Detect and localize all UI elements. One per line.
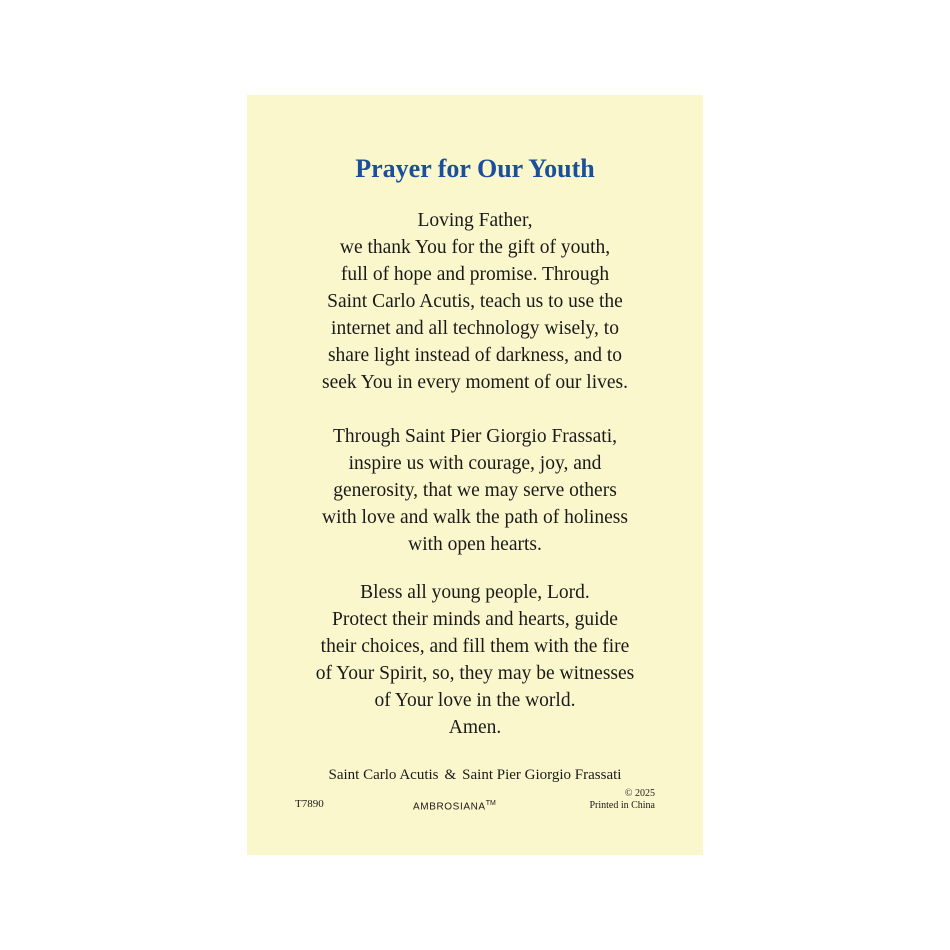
saint-pier-giorgio-frassati: Saint Pier Giorgio Frassati bbox=[462, 767, 622, 783]
brand-logo bbox=[413, 797, 496, 814]
prayer-stanza-1 bbox=[247, 207, 703, 396]
prayer-amen: Amen. bbox=[448, 717, 502, 738]
prayer-line: Protect their minds and hearts, guide bbox=[332, 609, 618, 630]
trademark-mark: TM bbox=[485, 800, 496, 807]
prayer-line: we thank You for the gift of youth, bbox=[339, 237, 611, 258]
prayer-line: full of hope and promise. Through bbox=[340, 264, 610, 285]
prayer-line: of Your Spirit, so, they may be witnesses bbox=[315, 663, 635, 684]
printed-in: Printed in China bbox=[589, 800, 655, 811]
prayer-line: Through Saint Pier Giorgio Frassati, bbox=[333, 426, 617, 447]
prayer-stanza-3 bbox=[247, 579, 703, 741]
saint-carlo-acutis: Saint Carlo Acutis bbox=[328, 767, 439, 783]
prayer-line: of Your love in the world. bbox=[374, 690, 576, 711]
product-code: T7890 bbox=[295, 798, 324, 810]
prayer-card bbox=[247, 95, 703, 855]
brand-name: AMBROSIANA bbox=[413, 801, 486, 813]
prayer-line: generosity, that we may serve others bbox=[333, 480, 617, 501]
prayer-line: Bless all young people, Lord. bbox=[360, 582, 590, 603]
prayer-line: seek You in every moment of our lives. bbox=[321, 372, 628, 393]
prayer-title: Prayer for Our Youth bbox=[355, 154, 595, 183]
ampersand: & bbox=[444, 767, 457, 783]
prayer-line: Loving Father, bbox=[417, 210, 533, 231]
prayer-line: with love and walk the path of holiness bbox=[322, 507, 628, 528]
prayer-line: internet and all technology wisely, to bbox=[331, 318, 619, 339]
prayer-line: their choices, and fill them with the fire bbox=[320, 636, 630, 657]
saints-line bbox=[247, 765, 703, 785]
prayer-line: with open hearts. bbox=[408, 534, 542, 555]
copyright-year: © 2025 bbox=[624, 788, 655, 799]
prayer-line: inspire us with courage, joy, and bbox=[348, 453, 602, 474]
copyright-block bbox=[589, 788, 655, 812]
prayer-line: Saint Carlo Acutis, teach us to use the bbox=[327, 291, 623, 312]
prayer-stanza-2 bbox=[247, 423, 703, 558]
prayer-line: share light instead of darkness, and to bbox=[327, 345, 623, 366]
